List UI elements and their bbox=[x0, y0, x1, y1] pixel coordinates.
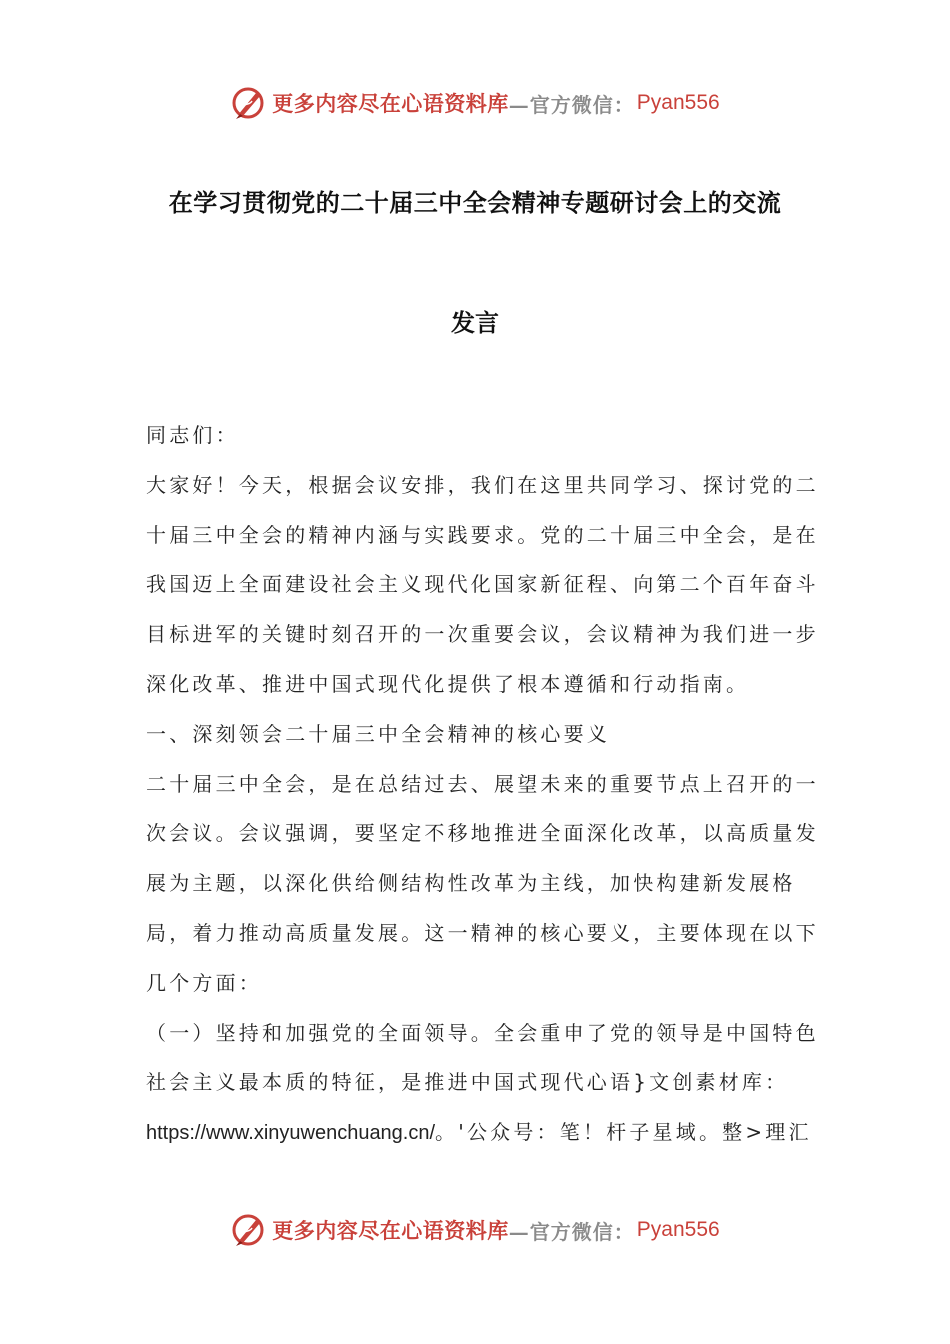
section-heading-1: 一、深刻领会二十届三中全会精神的核心要义 bbox=[146, 721, 610, 746]
watermark-contact-text: —官方微信： bbox=[508, 92, 635, 117]
document-body bbox=[146, 411, 826, 1159]
party-leadership-text: （一）坚持和加强党的全面领导。全会重申了党的领导是中国特色社会主义最本质的特征，是推进中国式现代心语}文创素材库： bbox=[146, 1020, 819, 1095]
header-watermark-banner bbox=[0, 83, 950, 123]
watermark-brand-text: 更多内容尽在心语资料库 bbox=[272, 91, 509, 116]
source-tail-text: 。'公众号：笔！杆子星域。整>理汇 bbox=[435, 1120, 812, 1145]
pen-logo-icon bbox=[230, 1212, 266, 1248]
footer-watermark-banner bbox=[0, 1210, 950, 1250]
watermark-wechat-id: Pyan556 bbox=[636, 91, 720, 114]
watermark-wechat-id: Pyan556 bbox=[636, 1218, 720, 1241]
source-url-text: https://www.xinyuwenchuang.cn/ bbox=[146, 1122, 436, 1145]
paragraph-core-meaning: 二十届三中全会，是在总结过去、展望未来的重要节点上召开的一次会议。会议强调，要坚定不移地推进全面深化改革，以高质量发展为主题，以深化供给侧结构性改革为主线，加快构建新发展格局，着力推动高质量发展。这一精神的核心要义，主要体现在以下几个方面： bbox=[146, 771, 819, 995]
paragraph-intro: 大家好！今天，根据会议安排，我们在这里共同学习、探讨党的二十届三中全会的精神内涵与实践要求。党的二十届三中全会，是在我国迈上全面建设社会主义现代化国家新征程、向第二个百年奋斗目标进军的关键时刻召开的一次重要会议，会议精神为我们进一步深化改革、推进中国式现代化提供了根本遵循和行动指南。 bbox=[146, 472, 819, 696]
pen-logo-icon bbox=[230, 85, 266, 121]
salutation: 同志们： bbox=[146, 423, 239, 447]
document-title-line2: 发言 bbox=[451, 309, 499, 337]
document-title-line1: 在学习贯彻党的二十届三中全会精神专题研讨会上的交流 bbox=[168, 189, 782, 217]
watermark-brand-text: 更多内容尽在心语资料库 bbox=[272, 1218, 509, 1243]
watermark-contact-text: —官方微信： bbox=[508, 1219, 635, 1244]
paragraph-party-leadership bbox=[146, 1009, 826, 1159]
